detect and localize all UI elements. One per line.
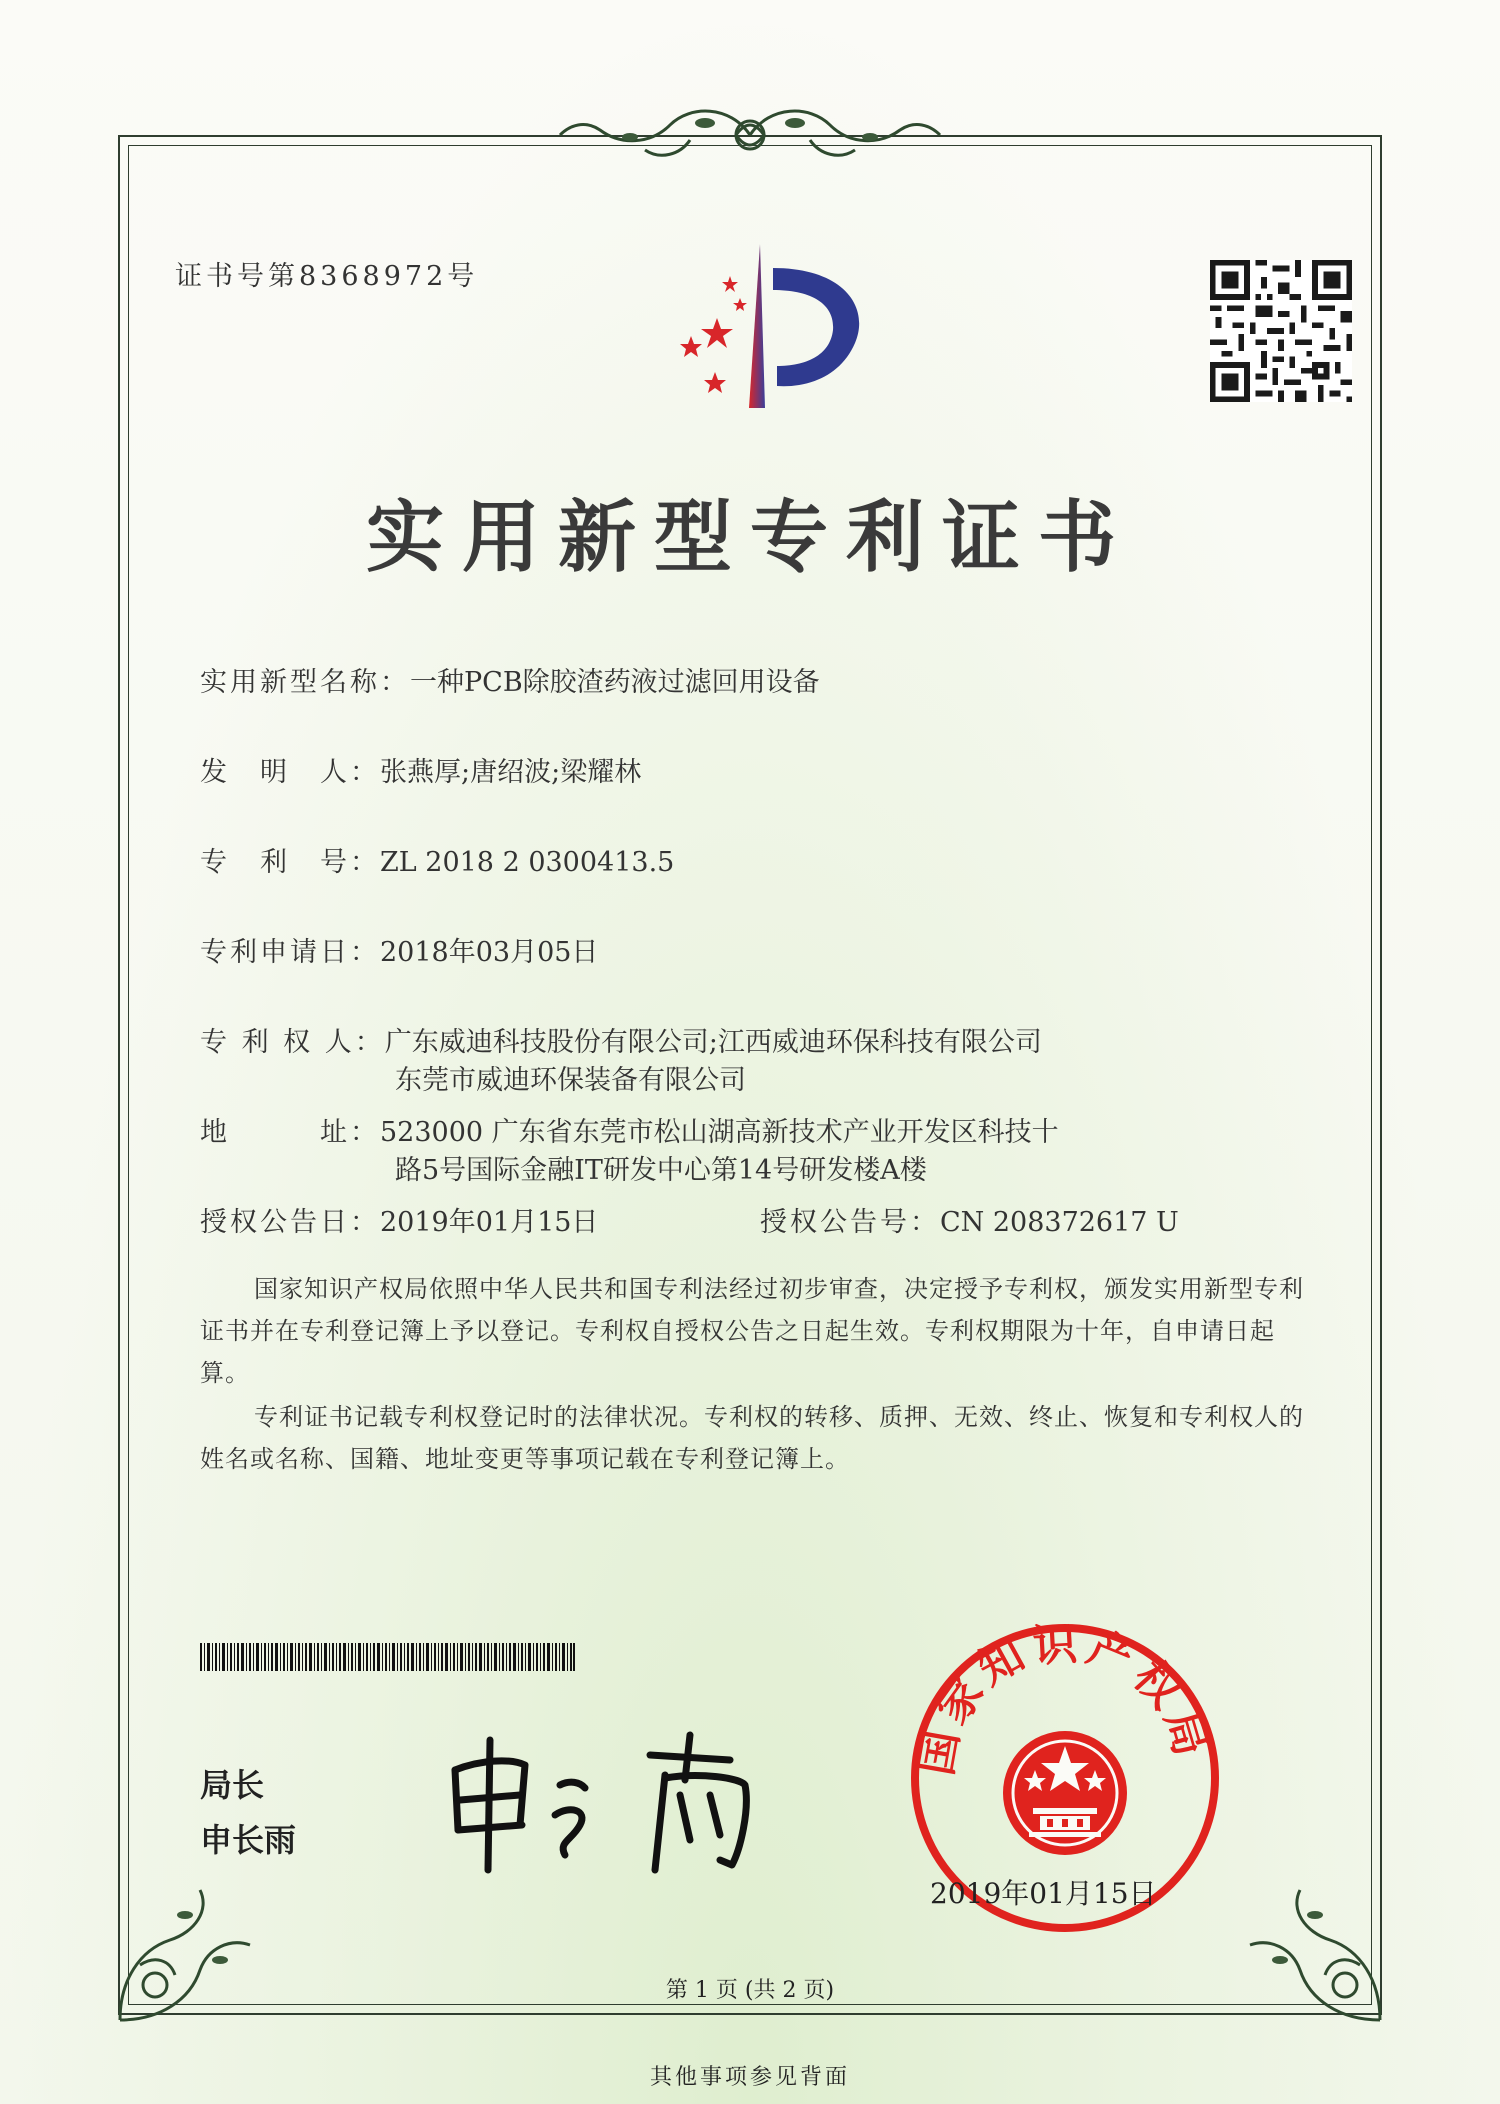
bottom-left-ornament: [100, 1870, 260, 2030]
field-label: 地 址：: [200, 1117, 380, 1148]
field-label: 授权公告号：: [760, 1207, 940, 1238]
national-emblem-icon: [1003, 1731, 1127, 1855]
field-address-line2: [395, 1148, 927, 1187]
bottom-right-ornament: [1240, 1870, 1400, 2030]
back-page-note: 其他事项参见背面: [649, 2065, 850, 2090]
handwritten-signature: [440, 1730, 780, 1880]
field-label: 实用新型名称：: [200, 667, 410, 698]
seal-text: 国家知识产权局: [910, 1618, 1218, 1780]
field-patentee: [200, 1020, 1042, 1059]
field-value: CN 208372617 U: [940, 1207, 1179, 1238]
field-label: 专利申请日：: [200, 937, 380, 968]
field-value: 路5号国际金融IT研发中心第14号研发楼A楼: [395, 1155, 927, 1186]
director-name: 申长雨: [200, 1821, 297, 1859]
field-label: 授权公告日：: [200, 1207, 380, 1238]
certificate-number: 证书号第8368972号: [175, 261, 479, 292]
seal-date: 2019年01月15日: [930, 1877, 1157, 1910]
field-value: 广东威迪科技股份有限公司;江西威迪环保科技有限公司: [384, 1027, 1042, 1058]
field-patent-number: [200, 840, 674, 879]
field-value: 东莞市威迪环保装备有限公司: [395, 1065, 746, 1096]
patent-office-logo: [645, 238, 875, 418]
field-grant-date: [200, 1200, 598, 1239]
field-address: [200, 1110, 1059, 1149]
page-number: 第 1 页 (共 2 页): [665, 1978, 835, 2003]
certificate-title: 实用新型专利证书: [365, 492, 1134, 583]
field-patentee-line2: [395, 1058, 746, 1097]
top-ornament: [540, 95, 960, 175]
field-value: ZL 2018 2 0300413.5: [380, 847, 675, 878]
field-label: 专 利 权 人：: [200, 1027, 385, 1058]
director-title: 局长: [200, 1766, 265, 1804]
field-application-date: [200, 930, 598, 969]
field-value: 2018年03月05日: [380, 937, 599, 968]
field-label: 专 利 号：: [200, 847, 380, 878]
field-value: 张燕厚;唐绍波;梁耀林: [380, 757, 642, 788]
field-label: 发 明 人：: [200, 757, 380, 788]
barcode: [200, 1643, 575, 1671]
field-value: 523000 广东省东莞市松山湖高新技术产业开发区科技十: [380, 1117, 1059, 1148]
field-utility-model-name: [200, 660, 820, 699]
field-inventors: [200, 750, 641, 789]
body-paragraph-2: 专利证书记载专利权登记时的法律状况。专利权的转移、质押、无效、终止、恢复和专利权人的姓名或名称、国籍、地址变更等事项记载在专利登记簿上。: [200, 1403, 1304, 1473]
body-paragraph-1: 国家知识产权局依照中华人民共和国专利法经过初步审查，决定授予专利权，颁发实用新型专利证书并在专利登记簿上予以登记。专利权自授权公告之日起生效。专利权期限为十年，自申请日起算。: [200, 1275, 1304, 1387]
field-value: 2019年01月15日: [380, 1207, 599, 1238]
field-grant-number: [760, 1200, 1179, 1239]
field-value: 一种PCB除胶渣药液过滤回用设备: [410, 667, 820, 698]
qr-code: [1210, 260, 1352, 402]
